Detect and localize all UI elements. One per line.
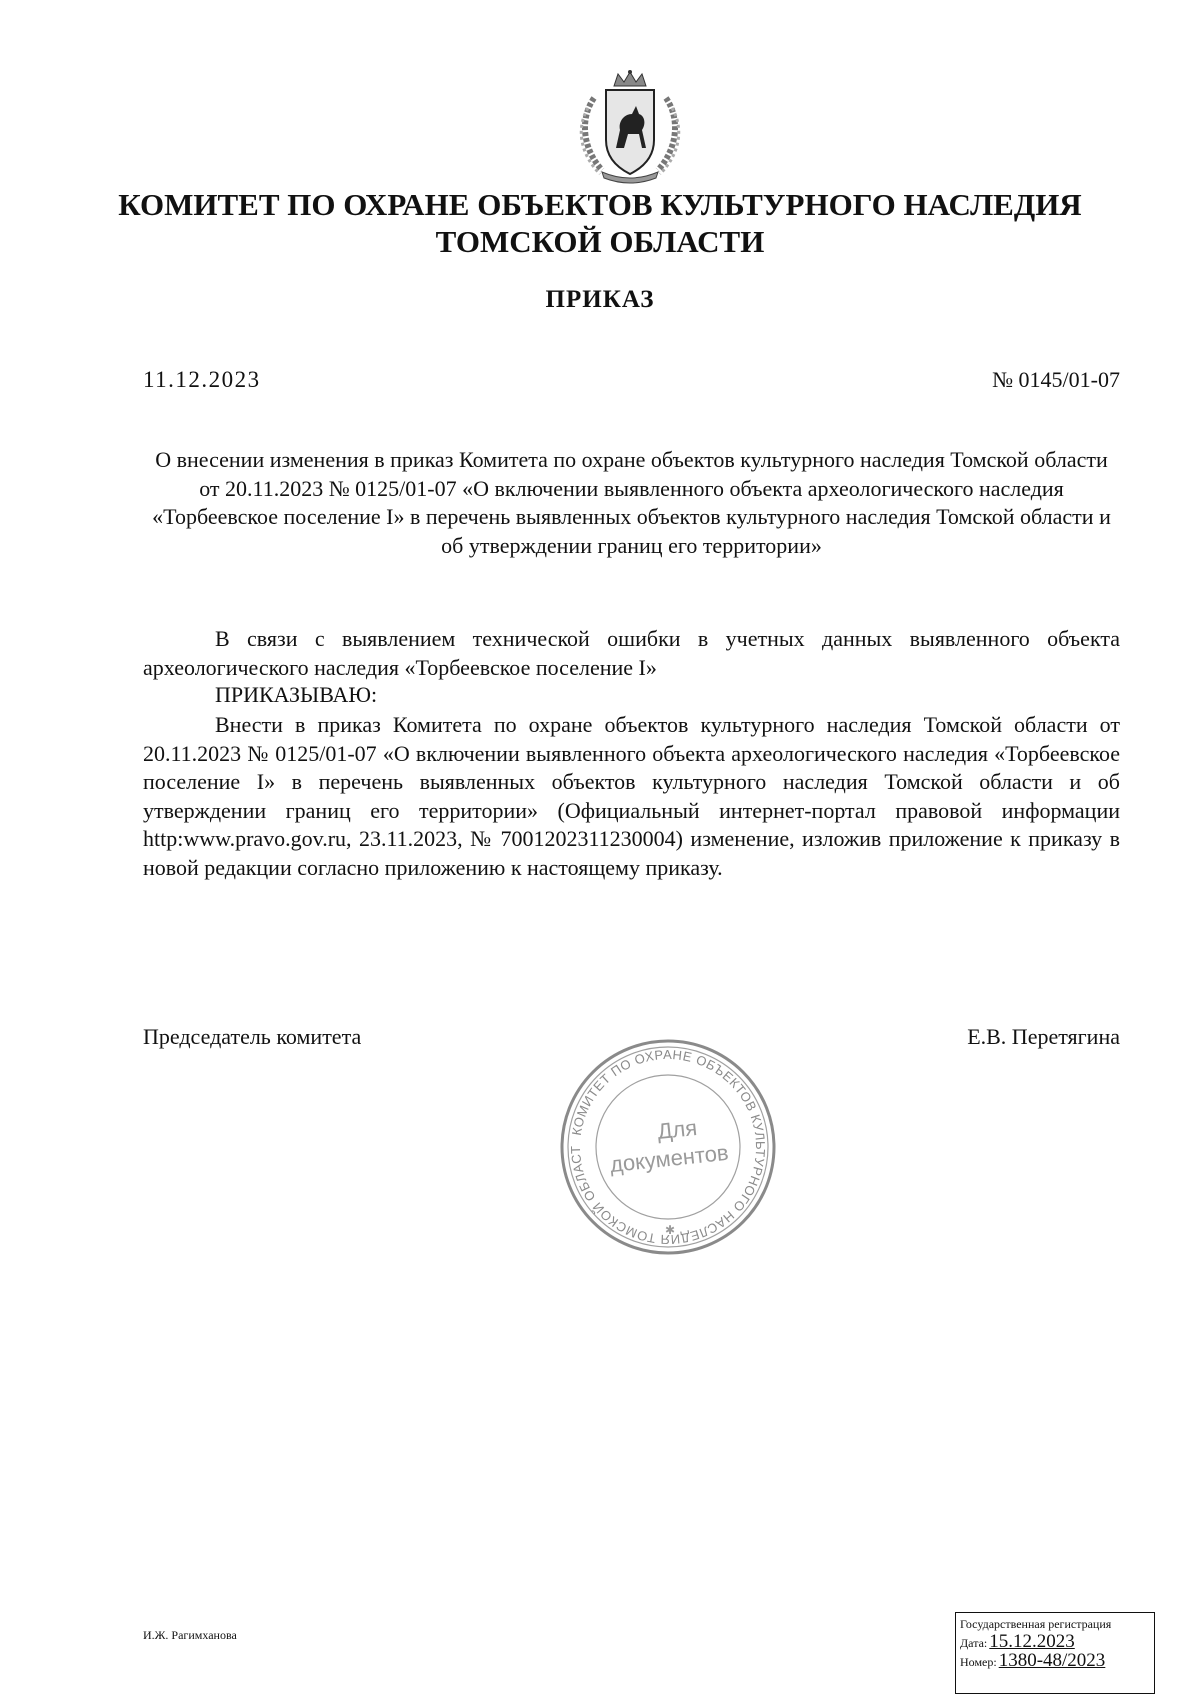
document-subject: О внесении изменения в приказ Комитета по охране объектов культурного наследия Томской области от 20.11.2023 № 0125/01-07 «О включении выявленного объекта археологического наследия «Торбеевское поселение I» в перечень выявленных объектов культурного наследия Томской области и об утверждении границ его территории» [152,447,1111,558]
order-keyword: ПРИКАЗЫВАЮ: [215,682,378,707]
state-registration-box [955,1612,1155,1694]
signatory-name: Е.В. Перетягина [967,1024,1120,1049]
stamp-center-line-1: Для [656,1114,699,1144]
registration-date-label: Дата: [960,1636,988,1650]
organization-title-line-2: ТОМСКОЙ ОБЛАСТИ [435,224,765,259]
stamp-star-icon: ✱ [665,1223,676,1237]
registration-number-label: Номер: [960,1655,997,1669]
document-number: № 0145/01-07 [992,367,1120,392]
coat-of-arms-icon [572,68,688,186]
registration-number-row [960,1652,1150,1671]
document-type: ПРИКАЗ [545,286,655,313]
stamp-center-line-2: документов [608,1139,730,1178]
registration-heading: Государственная регистрация [960,1617,1112,1631]
signatory-title: Председатель комитета [143,1024,362,1049]
document-date: 11.12.2023 [143,367,261,392]
stamp-ring-text: КОМИТЕТ ПО ОХРАНЕ ОБЪЕКТОВ КУЛЬТУРНОГО НАСЛЕДИЯ ТОМСКОЙ ОБЛАСТ [567,1046,769,1248]
organization-title [100,186,1100,260]
registration-number-value: 1380-48/2023 [998,1650,1106,1671]
order-paragraph: Внести в приказ Комитета по охране объектов культурного наследия Томской области от 20.11.2023 № 0125/01-07 «О включении выявленного объекта археологического наследия «Торбеевское поселение I» в перечень выявленных объектов культурного наследия Томской области и об утверждении границ его территории» (Официальный интернет-портал правовой информации http:www.pravo.gov.ru, 23.11.2023, № 7001202311230004) изменение, изложив приложение к приказу в новой редакции согласно приложению к настоящему приказу. [143,712,1120,880]
organization-title-line-1: КОМИТЕТ ПО ОХРАНЕ ОБЪЕКТОВ КУЛЬТУРНОГО НАСЛЕДИЯ [118,187,1082,222]
registration-date-value: 15.12.2023 [989,1631,1075,1652]
executor-name: И.Ж. Рагимханова [143,1628,237,1642]
official-stamp [557,1036,779,1258]
preamble-paragraph: В связи с выявлением технической ошибки в учетных данных выявленного объекта археологического наследия «Торбеевское поселение I» [143,626,1120,680]
